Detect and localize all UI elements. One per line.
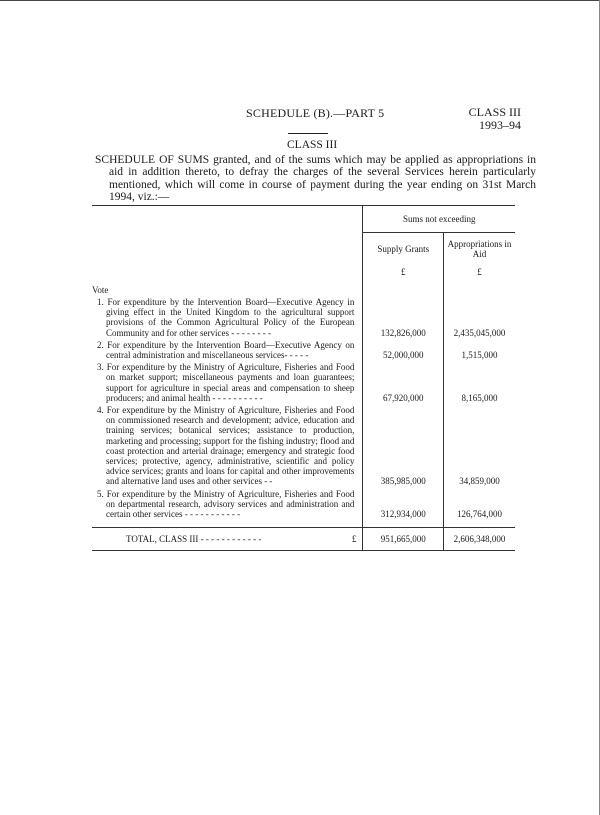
vote-label: Vote: [92, 284, 109, 295]
vote-description: 1. For expenditure by the Intervention Board—Executive Agency in giving effect in the United Kingdom to the agricultural support provisions of the Common Agricultural Policy of the European Community and for other services - - - - - - - -: [97, 297, 355, 338]
supply-currency: £: [363, 265, 444, 283]
vote-description: 4. For expenditure by the Ministry of Agriculture, Fisheries and Food on commissioned research and development; advice, education and training services; botanical services; assistance to production, marketing and processing; support for the fishing industry; flood and coast protection and arterial drainage; emergency and strategic food services; protective, agency, administrative, scientific and policy advice services; grants and loans for capital and other improvements and alternative land uses and other services - -: [97, 405, 355, 487]
total-cell: [92, 528, 363, 551]
table-group-header: [92, 206, 515, 233]
total-aid: 2,606,348,000: [444, 528, 515, 551]
total-label: TOTAL, CLASS III - - - - - - - - - - - -: [126, 534, 262, 545]
currency-row: [92, 265, 515, 283]
title-rule: [288, 133, 328, 134]
table-row: [92, 360, 515, 403]
schedule-title: SCHEDULE (B).—PART 5: [246, 106, 385, 120]
total-currency: £: [351, 534, 357, 545]
aid-value: 34,859,000: [459, 476, 500, 487]
sums-not-exceeding-header: Sums not exceeding: [363, 206, 515, 233]
total-row: [92, 528, 515, 551]
supply-value: 312,934,000: [380, 509, 426, 520]
section-heading: CLASS III: [287, 139, 338, 151]
table-row: [92, 487, 515, 528]
appropriations-header: Appropriations in Aid: [444, 233, 515, 266]
appropriations-table: [92, 205, 515, 551]
vote-description: 5. For expenditure by the Ministry of Agriculture, Fisheries and Food on departmental research, advisory services and administration and certain other services - - - - - - - - - - -: [97, 488, 355, 520]
table-row: [92, 295, 515, 338]
table-row: [92, 338, 515, 360]
supply-value: 67,920,000: [383, 392, 424, 403]
aid-value: 126,764,000: [457, 509, 503, 520]
aid-value: 8,165,000: [461, 392, 498, 403]
class-year-block: [469, 106, 521, 132]
supply-value: 52,000,000: [383, 350, 424, 361]
table-column-headers: [92, 233, 515, 266]
aid-value: 1,515,000: [461, 350, 498, 361]
aid-value: 2,435,045,000: [453, 327, 506, 338]
vote-description: 2. For expenditure by the Intervention Board—Executive Agency on central administration and miscellaneous services- - - - -: [97, 339, 355, 361]
vote-label-row: [92, 283, 515, 295]
supply-value: 385,985,000: [380, 476, 426, 487]
class-label: CLASS III: [468, 105, 521, 119]
intro-paragraph: SCHEDULE OF SUMS granted, and of the sums which may be applied as appropriations in aid in addition thereto, to defray the charges of the several Services herein particularly mentioned, which will come in course of payment during the year ending on 31st March 1994, viz.:—: [95, 154, 536, 203]
vote-description: 3. For expenditure by the Ministry of Agriculture, Fisheries and Food on market support; miscellaneous payments and loan guarantees; support for agriculture in special areas and compensation to sheep producers; and animal health - - - - - - - - - -: [97, 362, 355, 403]
supply-grants-header: Supply Grants: [363, 233, 444, 266]
total-supply: 951,665,000: [363, 528, 444, 551]
top-edge-line: [0, 0, 600, 1]
year-label: 1993–94: [479, 118, 521, 132]
supply-value: 132,826,000: [380, 327, 426, 338]
aid-currency: £: [444, 265, 515, 283]
table-row: [92, 403, 515, 487]
